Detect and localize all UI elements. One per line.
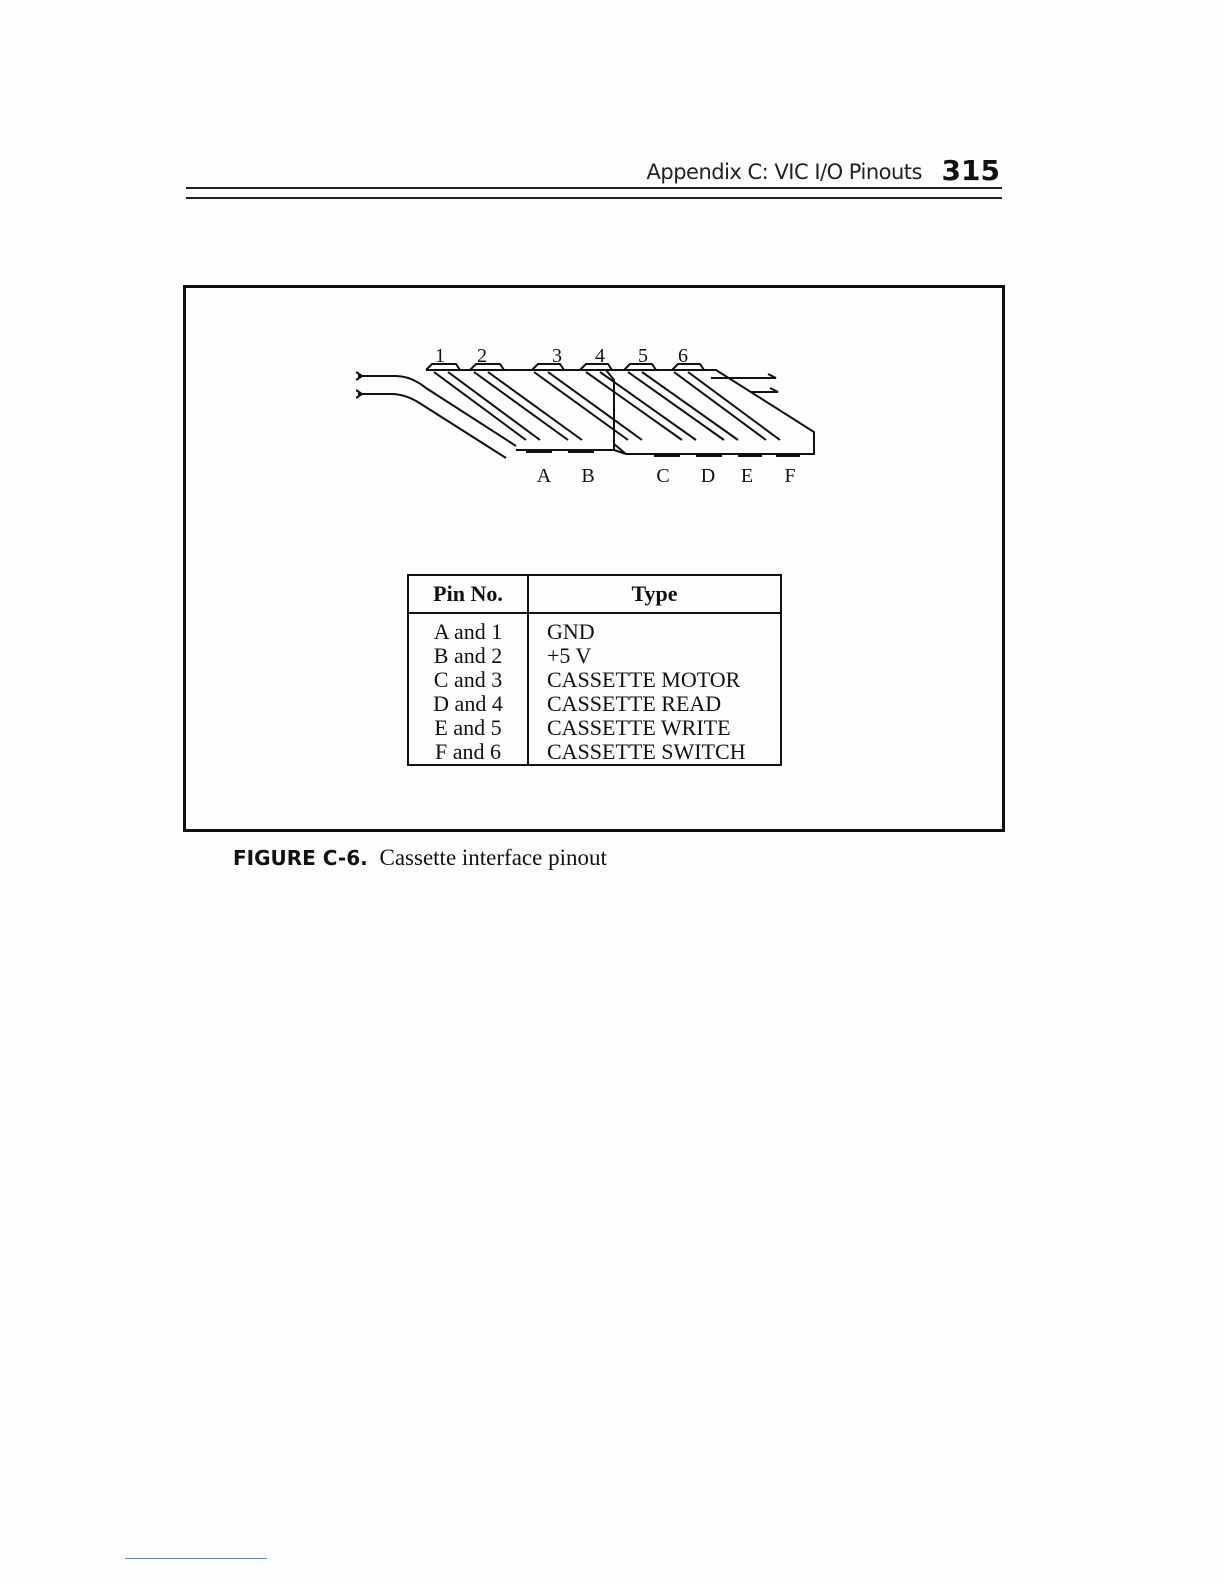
running-head	[186, 150, 1002, 190]
pin-label-f: F	[784, 465, 796, 487]
pin-label-3: 3	[552, 348, 562, 367]
column-header-type: Type	[528, 575, 781, 613]
table-cell-type: CASSETTE WRITE	[547, 715, 731, 740]
pin-label-e: E	[740, 465, 754, 487]
header-rule-bottom	[186, 197, 1002, 199]
pin-column	[408, 613, 528, 765]
table-cell-pin: E and 5	[434, 715, 502, 740]
pin-label-2: 2	[477, 348, 487, 367]
table-cell-pin: D and 4	[433, 691, 503, 716]
pin-label-4: 4	[595, 348, 605, 367]
table-cell-type: +5 V	[547, 643, 592, 668]
page-number: 315	[941, 154, 1000, 187]
table-cell-pin: A and 1	[433, 619, 503, 644]
figure-frame	[183, 285, 1005, 832]
pin-label-d: D	[700, 465, 716, 487]
figure-caption-text: Cassette interface pinout	[379, 845, 607, 870]
column-header-pin: Pin No.	[408, 575, 528, 613]
pin-label-b: B	[581, 465, 595, 487]
type-column	[528, 613, 781, 765]
pin-label-a: A	[536, 465, 552, 487]
table-cell-pin: C and 3	[433, 667, 503, 692]
pin-label-1: 1	[435, 348, 445, 367]
header-rule-top	[186, 187, 1002, 189]
table-body	[408, 613, 781, 765]
pinout-table	[407, 574, 782, 766]
table-cell-type: CASSETTE SWITCH	[547, 739, 746, 764]
table-cell-type: GND	[547, 619, 595, 644]
figure-caption	[233, 845, 607, 871]
figure-label: FIGURE C-6.	[233, 846, 368, 870]
chapter-title: Appendix C: VIC I/O Pinouts	[646, 160, 922, 184]
table-cell-type: CASSETTE READ	[547, 691, 722, 716]
bottom-mark	[125, 1558, 267, 1559]
pin-label-c: C	[656, 465, 670, 487]
pin-label-5: 5	[638, 348, 648, 367]
table-cell-pin: B and 2	[433, 643, 503, 668]
table-cell-type: CASSETTE MOTOR	[547, 667, 741, 692]
table-header-row	[408, 575, 781, 613]
cassette-connector-diagram	[356, 348, 826, 498]
table-cell-pin: F and 6	[435, 739, 501, 764]
pin-label-6: 6	[678, 348, 688, 367]
